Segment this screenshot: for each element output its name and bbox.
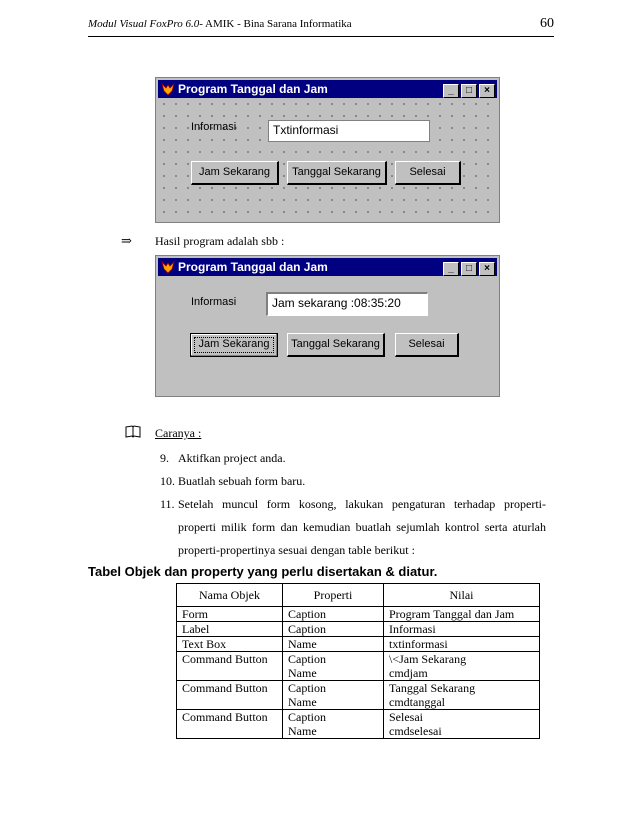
table-title: Tabel Objek dan property yang perlu disertakan & diatur.: [88, 564, 438, 579]
step-text: Aktifkan project anda.: [178, 451, 286, 465]
column-header: Properti: [283, 584, 384, 607]
arrow-icon: ⇒: [121, 233, 132, 248]
run-button-tanggal-sekarang[interactable]: Tanggal Sekarang: [287, 333, 385, 357]
value-cell: txtinformasi: [384, 637, 540, 652]
value-cell: \<Jam Sekarang cmdjam: [384, 652, 540, 681]
step-text: Setelah muncul form kosong, lakukan pengaturan terhadap properti-: [178, 497, 546, 511]
value-cell: Selesai cmdselesai: [384, 710, 540, 739]
close-icon[interactable]: ×: [479, 84, 495, 98]
object-cell: Command Button: [177, 710, 283, 739]
run-title-bar: [158, 258, 497, 276]
design-button-tanggal-sekarang[interactable]: Tanggal Sekarang: [287, 161, 387, 185]
minimize-icon[interactable]: _: [443, 262, 459, 276]
step-number: 9.: [160, 451, 169, 465]
value-cell: Program Tanggal dan Jam: [384, 607, 540, 622]
design-form-window: [155, 77, 500, 223]
property-cell: Caption Name: [283, 652, 384, 681]
run-button-selesai[interactable]: Selesai: [395, 333, 459, 357]
table-header-row: [177, 584, 540, 607]
table-row: [177, 607, 540, 622]
page-number: 60: [540, 16, 554, 31]
column-header: Nilai: [384, 584, 540, 607]
result-intro-text: Hasil program adalah sbb :: [155, 234, 285, 248]
properties-table: [176, 583, 540, 739]
object-cell: Text Box: [177, 637, 283, 652]
step-number: 10.: [160, 474, 175, 488]
close-icon[interactable]: ×: [479, 262, 495, 276]
design-title-bar: [158, 80, 497, 98]
design-button-jam-sekarang[interactable]: Jam Sekarang: [191, 161, 279, 185]
value-cell: Informasi: [384, 622, 540, 637]
table-row: [177, 622, 540, 637]
design-label-informasi: Informasi: [191, 121, 237, 133]
run-form-window: [155, 255, 500, 397]
property-cell: Name: [283, 637, 384, 652]
design-form-canvas: [158, 98, 497, 220]
table-row: [177, 652, 540, 681]
step-text-line2: properti milik form dan kemudian buatlah sejumlah kontrol serta aturlah: [178, 520, 546, 534]
value-cell: Tanggal Sekarang cmdtanggal: [384, 681, 540, 710]
steps-heading: Caranya :: [155, 426, 202, 440]
design-textbox-informasi[interactable]: Txtinformasi: [268, 120, 430, 142]
column-header: Nama Objek: [177, 584, 283, 607]
table-row: [177, 710, 540, 739]
run-form-canvas: [158, 276, 497, 394]
run-label-informasi: Informasi: [191, 296, 237, 308]
property-cell: Caption: [283, 622, 384, 637]
page-header: [88, 14, 554, 37]
table-row: [177, 681, 540, 710]
design-window-title: Program Tanggal dan Jam: [178, 82, 328, 96]
object-cell: Command Button: [177, 681, 283, 710]
run-textbox-informasi[interactable]: Jam sekarang :08:35:20: [266, 292, 428, 316]
property-cell: Caption Name: [283, 681, 384, 710]
foxpro-icon: [161, 260, 175, 274]
run-button-jam-sekarang[interactable]: Jam Sekarang: [190, 333, 278, 357]
run-window-title: Program Tanggal dan Jam: [178, 260, 328, 274]
step-number: 11.: [160, 497, 175, 511]
book-icon: [125, 425, 141, 438]
object-cell: Form: [177, 607, 283, 622]
header-title: Modul Visual FoxPro 6.0- AMIK - Bina Sarana Informatika: [88, 18, 352, 30]
object-cell: Command Button: [177, 652, 283, 681]
foxpro-icon: [161, 82, 175, 96]
property-cell: Caption: [283, 607, 384, 622]
maximize-icon[interactable]: □: [461, 262, 477, 276]
step-text: Buatlah sebuah form baru.: [178, 474, 306, 488]
step-text-line3: properti-propertinya sesuai dengan table berikut :: [178, 543, 415, 557]
table-row: [177, 637, 540, 652]
maximize-icon[interactable]: □: [461, 84, 477, 98]
object-cell: Label: [177, 622, 283, 637]
minimize-icon[interactable]: _: [443, 84, 459, 98]
design-button-selesai[interactable]: Selesai: [395, 161, 461, 185]
property-cell: Caption Name: [283, 710, 384, 739]
